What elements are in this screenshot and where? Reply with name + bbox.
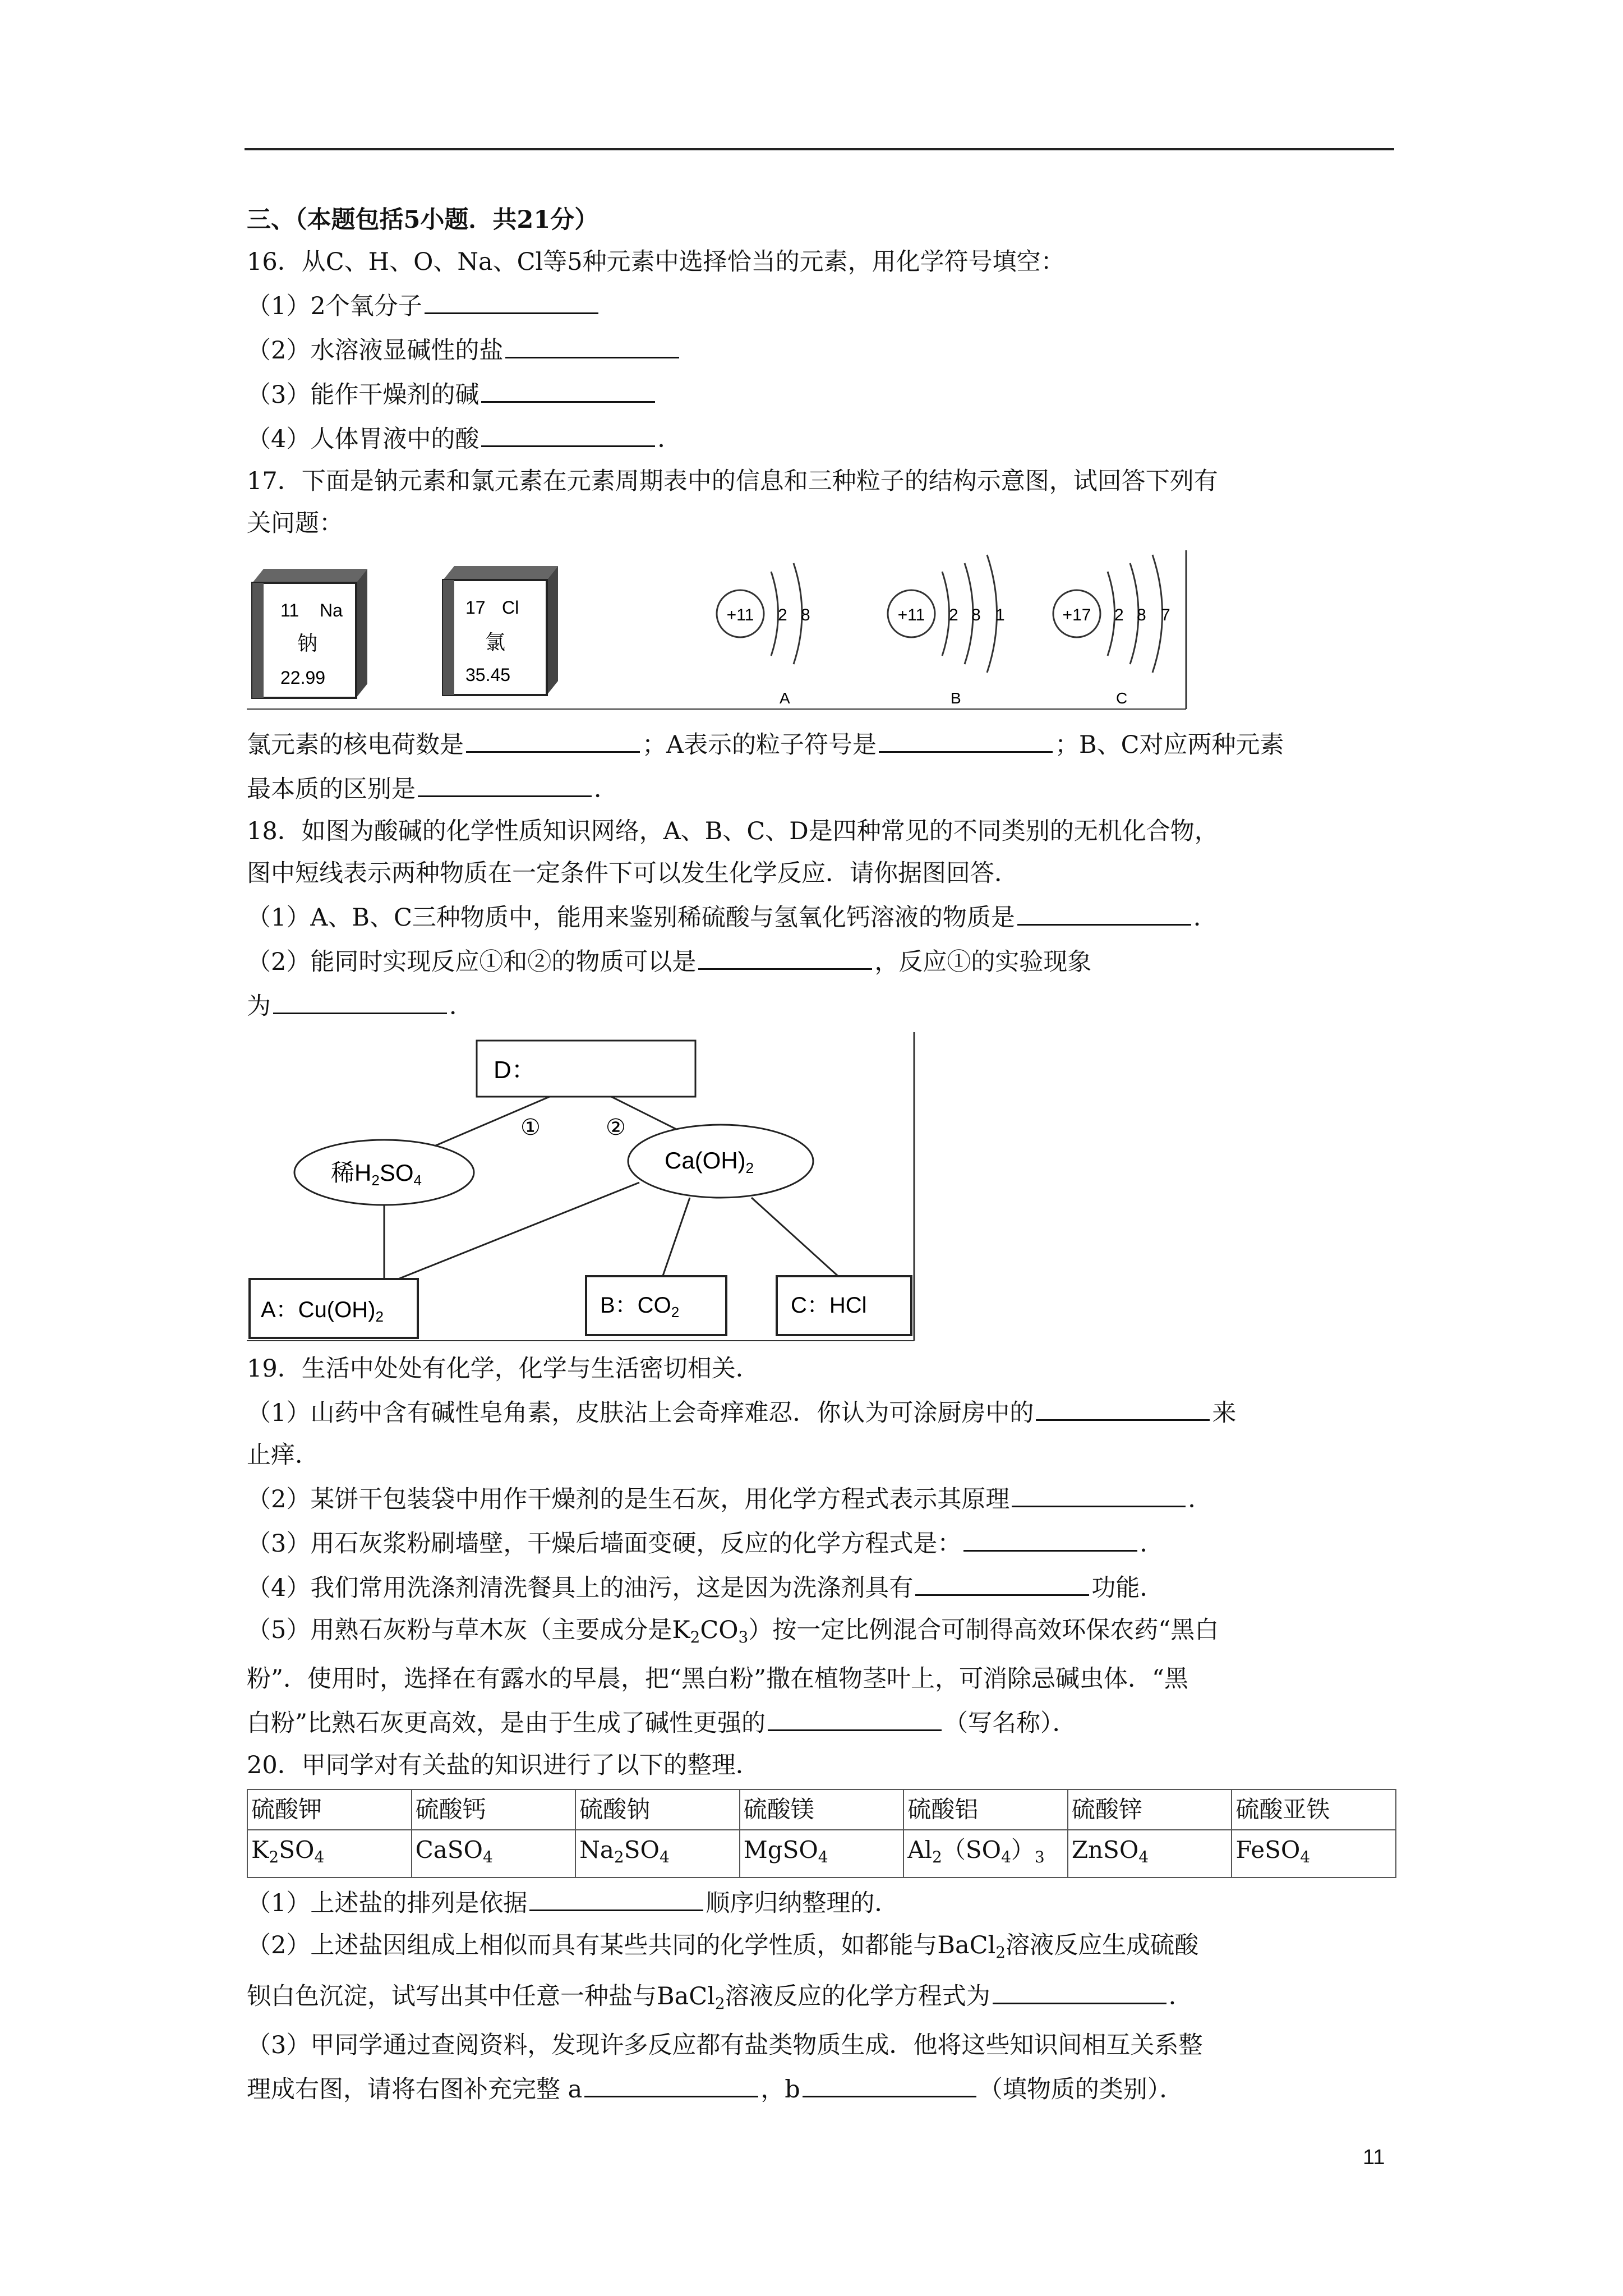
answer-blank[interactable] — [418, 766, 592, 797]
cl-symbol: Cl — [502, 597, 519, 618]
cl-element-tile — [443, 566, 558, 695]
box-d-label: D： — [494, 1056, 536, 1084]
answer-blank[interactable] — [963, 1521, 1137, 1552]
q17-stem-2: 关问题： — [247, 509, 343, 537]
q16-item-2: （2）水溶液显碱性的盐 — [247, 328, 1396, 372]
answer-blank[interactable] — [879, 722, 1053, 753]
na-name: 钠 — [297, 632, 318, 655]
q18-part-2-cont: 为 ． — [247, 983, 1396, 1028]
na-number: 11 — [280, 600, 299, 620]
salt-name-cell: 硫酸亚铁 — [1232, 1789, 1396, 1830]
answer-blank[interactable] — [584, 2067, 758, 2097]
q17-figure — [247, 549, 1189, 717]
salt-formula-cell: MgSO$_4$ — [740, 1830, 904, 1878]
section-title: 三、（本题包括5小题．共21分） — [247, 206, 599, 234]
salt-name-cell: 硫酸镁 — [740, 1789, 904, 1830]
q16-stem: 16．从C、H、O、Na、Cl等5种元素中选择恰当的元素，用化学符号填空： — [247, 248, 1065, 276]
table-row — [247, 1789, 1396, 1830]
svg-text:2: 2 — [778, 606, 787, 624]
base-label: Ca(OH)2 — [665, 1147, 754, 1176]
salt-formula-cell: FeSO$_4$ — [1232, 1830, 1396, 1878]
answer-blank[interactable] — [803, 2067, 976, 2097]
svg-text:2: 2 — [949, 606, 958, 624]
salt-formula-cell: $K_2SO_4$ — [247, 1830, 412, 1878]
cl-number: 17 — [465, 597, 486, 618]
table-row — [247, 1830, 1396, 1878]
q17-question-line-1: 氯元素的核电荷数是 ；A表示的粒子符号是 ；B、C对应两种元素 — [247, 722, 1396, 766]
atom-a-diagram — [717, 563, 810, 707]
q19-part-5: （5）用熟石灰粉与草木灰（主要成分是$K_2CO_3$）按一定比例混合可制得高效环保农药“黑白 — [247, 1616, 1219, 1646]
q17-stem-1: 17．下面是钠元素和氯元素在元素周期表中的信息和三种粒子的结构示意图，试回答下列有 — [247, 467, 1218, 495]
salt-formula-cell: $Na_2SO_4$ — [575, 1830, 740, 1878]
q19-part-5-cont-2: 白粉”比熟石灰更高效，是由于生成了碱性更强的 （写名称）． — [247, 1700, 1396, 1745]
acid-label: 稀H2SO4 — [331, 1159, 422, 1189]
q19-part-1: （1）山药中含有碱性皂角素，皮肤沾上会奇痒难忍．你认为可涂厨房中的 来 — [247, 1390, 1396, 1434]
q19-stem: 19．生活中处处有化学，化学与生活密切相关． — [247, 1355, 760, 1383]
q19-part-2: （2）某饼干包装袋中用作干燥剂的是生石灰，用化学方程式表示其原理 ． — [247, 1476, 1396, 1521]
atom-a-label: A — [780, 689, 790, 707]
atom-c-diagram — [1053, 555, 1170, 707]
box-b-label: B：$CO_2$ — [600, 1293, 680, 1320]
q20-part-3-cont: 理成右图，请将右图补充完整 a ，b （填物质的类别）． — [247, 2067, 1396, 2111]
box-a-label: A：$Cu(OH)_2$ — [261, 1297, 384, 1325]
atom-b-label: B — [951, 689, 961, 707]
answer-blank[interactable] — [505, 328, 679, 358]
q20-part-3: （3）甲同学通过查阅资料，发现许多反应都有盐类物质生成．他将这些知识间相互关系整 — [247, 2031, 1203, 2059]
answer-blank[interactable] — [425, 283, 598, 314]
svg-text:7: 7 — [1161, 606, 1170, 624]
svg-text:+11: +11 — [897, 606, 925, 624]
box-c-label: C：HCl — [791, 1293, 867, 1318]
answer-blank[interactable] — [993, 1973, 1166, 2004]
svg-text:+11: +11 — [726, 606, 754, 624]
answer-blank[interactable] — [698, 939, 872, 970]
svg-text:8: 8 — [801, 606, 810, 624]
q16-item-3: （3）能作干燥剂的碱 — [247, 372, 1396, 416]
header-rule — [245, 148, 1394, 150]
answer-blank[interactable] — [1036, 1390, 1210, 1421]
q20-part-2: （2）上述盐因组成上相似而具有某些共同的化学性质，如都能与BaCl$_2$溶液反应生成硫酸 — [247, 1931, 1199, 1962]
svg-text:1: 1 — [995, 606, 1005, 624]
cl-mass: 35.45 — [465, 665, 511, 685]
answer-blank[interactable] — [915, 1565, 1089, 1596]
na-symbol: Na — [320, 600, 343, 620]
answer-blank[interactable] — [1012, 1476, 1186, 1507]
na-mass: 22.99 — [280, 668, 326, 688]
answer-blank[interactable] — [273, 983, 447, 1014]
na-element-tile — [252, 569, 367, 698]
q18-stem-1: 18．如图为酸碱的化学性质知识网络，A、B、C、D是四种常见的不同类别的无机化合物， — [247, 817, 1219, 845]
reaction-1-label: ① — [520, 1115, 541, 1140]
q19-part-4: （4）我们常用洗涤剂清洗餐具上的油污，这是因为洗涤剂具有 功能． — [247, 1565, 1396, 1609]
salts-table — [247, 1789, 1396, 1878]
answer-blank[interactable] — [481, 372, 655, 403]
salt-formula-cell: ZnSO$_4$ — [1068, 1830, 1232, 1878]
salt-formula-cell: CaSO$_4$ — [412, 1830, 576, 1878]
q18-part-2: （2）能同时实现反应①和②的物质可以是 ，反应①的实验现象 — [247, 939, 1396, 983]
q20-stem: 20．甲同学对有关盐的知识进行了以下的整理． — [247, 1751, 760, 1779]
salt-name-cell: 硫酸钾 — [247, 1789, 412, 1830]
answer-blank[interactable] — [1017, 895, 1191, 926]
page-number: 11 — [1363, 2146, 1385, 2169]
q19-part-5-cont: 粉”．使用时，选择在有露水的早晨，把“黑白粉”撒在植物茎叶上，可消除忌碱虫体．“黑 — [247, 1665, 1188, 1693]
svg-text:+17: +17 — [1062, 606, 1091, 624]
q18-network-diagram — [247, 1032, 920, 1343]
answer-blank[interactable] — [466, 722, 640, 753]
answer-blank[interactable] — [529, 1880, 703, 1911]
q19-part-3: （3）用石灰浆粉刷墙壁，干燥后墙面变硬，反应的化学方程式是： ． — [247, 1521, 1396, 1565]
atom-b-diagram — [888, 555, 1005, 707]
atom-c-label: C — [1116, 689, 1128, 707]
salt-name-cell: 硫酸钠 — [575, 1789, 740, 1830]
salt-name-cell: 硫酸钙 — [412, 1789, 576, 1830]
answer-blank[interactable] — [481, 416, 655, 447]
svg-text:8: 8 — [971, 606, 981, 624]
svg-text:2: 2 — [1114, 606, 1124, 624]
q18-part-1: （1）A、B、C三种物质中，能用来鉴别稀硫酸与氢氧化钙溶液的物质是 ． — [247, 895, 1396, 939]
answer-blank[interactable] — [768, 1700, 942, 1731]
q16-item-4: （4）人体胃液中的酸 ． — [247, 416, 1396, 461]
q19-part-1-cont: 止痒． — [247, 1441, 319, 1469]
cl-name: 氯 — [485, 631, 506, 654]
salt-name-cell: 硫酸锌 — [1068, 1789, 1232, 1830]
q20-part-1: （1）上述盐的排列是依据 顺序归纳整理的． — [247, 1880, 1396, 1925]
q18-stem-2: 图中短线表示两种物质在一定条件下可以发生化学反应．请你据图回答． — [247, 859, 1018, 887]
page-content — [247, 199, 1396, 2111]
q17-question-line-2: 最本质的区别是 ． — [247, 766, 1396, 811]
salt-name-cell: 硫酸铝 — [903, 1789, 1068, 1830]
svg-text:8: 8 — [1137, 606, 1146, 624]
salt-formula-cell: $Al_2(SO_4)_3$ — [903, 1830, 1068, 1878]
reaction-2-label: ② — [606, 1115, 626, 1140]
q16-item-1: （1）2个氧分子 — [247, 283, 1396, 328]
q20-part-2-cont: 钡白色沉淀，试写出其中任意一种盐与BaCl$_2$溶液反应的化学方程式为 ． — [247, 1973, 1396, 2024]
